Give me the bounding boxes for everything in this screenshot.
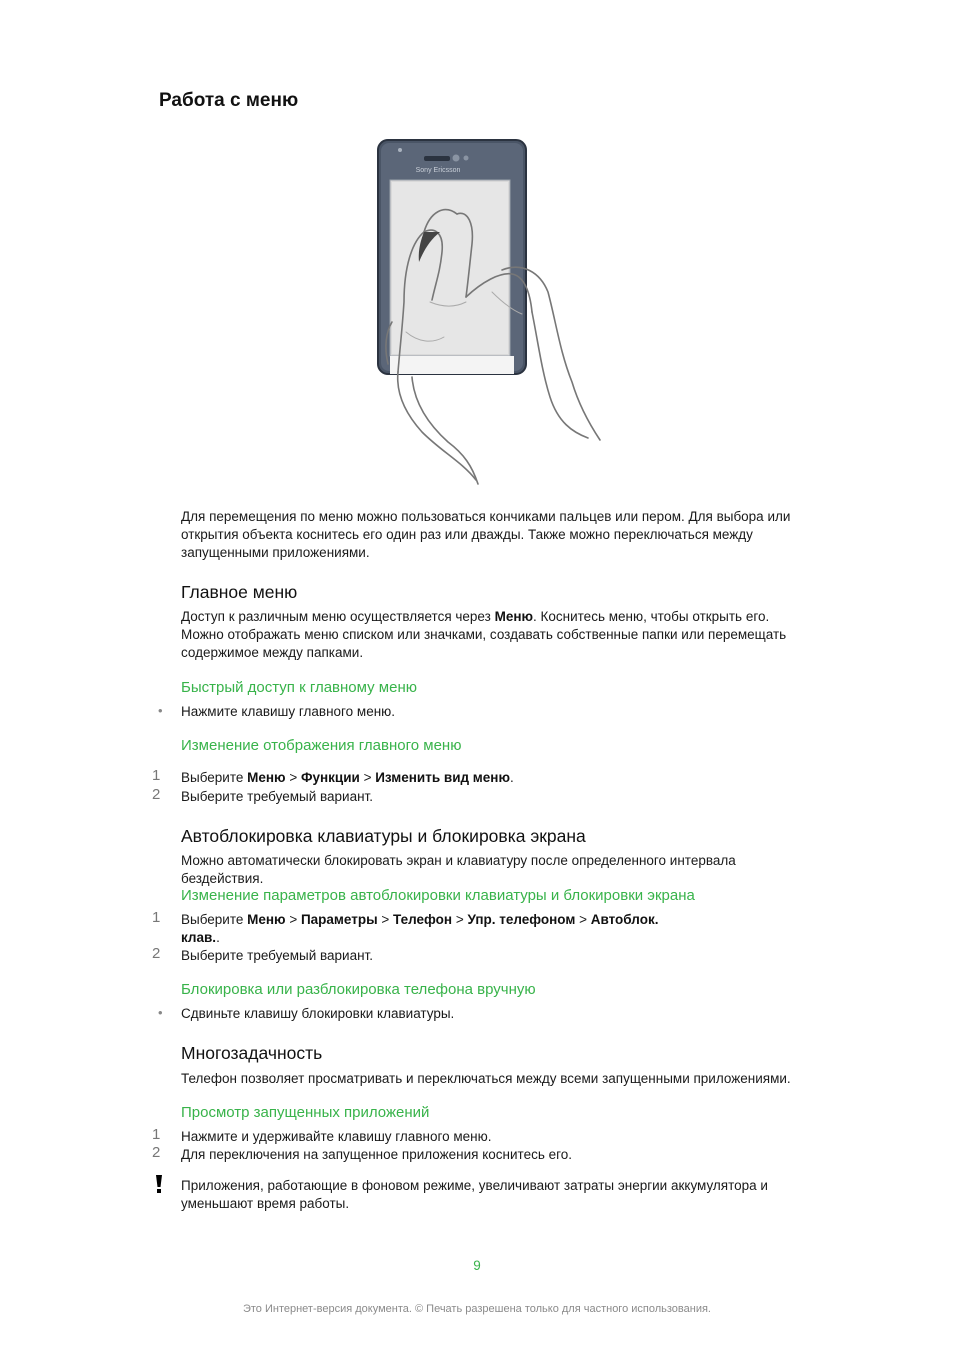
page-title: Работа с меню [159,90,299,111]
main-menu-text-before: Доступ к различным меню осуществляется через [181,609,495,624]
subheading-change-view: Изменение отображения главного меню [181,737,462,754]
quick-access-item: Нажмите клавишу главного меню. [181,704,396,719]
step-number: 2 [152,945,161,962]
subheading-view-apps: Просмотр запущенных приложений [181,1104,430,1121]
subheading-quick-access: Быстрый доступ к главному меню [181,679,417,696]
step-number: 2 [152,1144,161,1161]
main-menu-paragraph [181,608,801,662]
step-number: 1 [152,1126,161,1143]
phone-touch-illustration [372,132,604,492]
step-number: 1 [152,767,161,784]
main-menu-text-after: . Коснитесь меню, чтобы открыть его. Можно отображать меню списком или значками, создавать собственные папки или перемещать содержимое между папками. [181,609,787,660]
footer-text: Это Интернет-версия документа. © Печать разрешена только для частного использования. [242,1303,711,1315]
step-text: Выберите требуемый вариант. [181,948,373,963]
intro-paragraph: Для перемещения по меню можно пользоваться кончиками пальцев или пером. Для выбора или открытия объекта коснитесь его один раз или дважды. Также можно переключаться между запущенными приложениями. [181,509,791,560]
subheading-change-params: Изменение параметров автоблокировки клавиатуры и блокировки экрана [181,887,695,904]
phone-brand: Sony Ericsson [415,167,461,174]
step-text: Выберите требуемый вариант. [181,789,373,804]
step-text: Выберите Меню > Параметры > Телефон > Упр. телефоном > Автоблок. клав.. [181,912,659,945]
manual-lock-item: Сдвиньте клавишу блокировки клавиатуры. [181,1006,455,1021]
bullet-icon: • [158,703,163,718]
multitask-paragraph: Телефон позволяет просматривать и переключаться между всеми запущенными приложениями. [181,1071,791,1086]
menu-keyword: Меню [494,609,534,624]
autolock-paragraph: Можно автоматически блокировать экран и клавиатуру после определенного интервала бездействия. [181,853,736,886]
subheading-manual-lock: Блокировка или разблокировка телефона вручную [181,981,536,998]
bullet-icon: • [158,1005,163,1020]
step-text: Нажмите и удерживайте клавишу главного меню. [181,1129,492,1144]
page-number: 9 [473,1258,481,1273]
step-number: 2 [152,786,161,803]
note-paragraph: Приложения, работающие в фоновом режиме, увеличивают затраты энергии аккумулятора и уменьшают время работы. [181,1178,768,1211]
section-heading-autolock: Автоблокировка клавиатуры и блокировка экрана [181,826,586,846]
section-heading-main-menu: Главное меню [181,582,298,602]
step-text: Выберите Меню > Функции > Изменить вид меню. [181,770,514,785]
step-text: Для переключения на запущенное приложения коснитесь его. [181,1147,573,1162]
section-heading-multitask: Многозадачность [181,1043,323,1063]
step-number: 1 [152,909,161,926]
exclamation-icon [154,1175,164,1193]
